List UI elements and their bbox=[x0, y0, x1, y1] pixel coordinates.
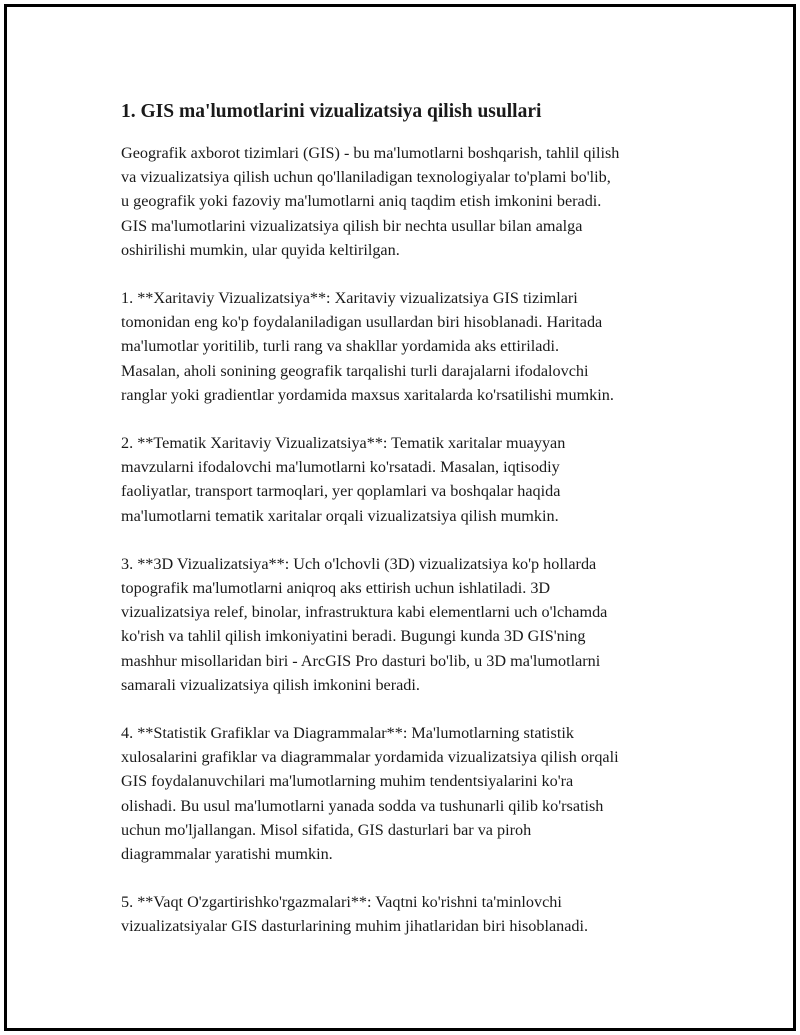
document-content bbox=[121, 99, 711, 963]
paragraph-3d-visualization: 3. **3D Vizualizatsiya**: Uch o'lchovli (3D) vizualizatsiya ko'p hollarda topografik ma'lumotlarni aniqroq aks ettirish uchun ishlatiladi. 3D vizualizatsiya relef, binolar, infrastruktura kabi elementlarni uch o'lchamda ko'rish va tahlil qilish imkoniyatini beradi. Bugungi kunda 3D GIS'ning mashhur misollaridan biri - ArcGIS Pro dasturi bo'lib, u 3D ma'lumotlarni samarali vizualizatsiya qilish imkonini beradi. bbox=[121, 554, 608, 694]
paragraph-statistical-charts: 4. **Statistik Grafiklar va Diagrammalar**: Ma'lumotlarning statistik xulosalarini grafiklar va diagrammalar yordamida vizualizatsiya qilish orqali GIS foydalanuvchilari ma'lumotlarning muhim tendentsiyalarini ko'ra olishadi. Bu usul ma'lumotlarni yanada sodda va tushunarli qilib ko'rsatish uchun mo'ljallangan. Misol sifatida, GIS dasturlari bar va piroh diagrammalar yaratishi mumkin. bbox=[121, 724, 619, 864]
paragraph-map-visualization: 1. **Xaritaviy Vizualizatsiya**: Xaritaviy vizualizatsiya GIS tizimlari tomonidan eng ko'p foydalaniladigan usullardan biri hisoblanadi. Haritada ma'lumotlar yoritilib, turli rang va shakllar yordamida aks ettiriladi. Masalan, aholi sonining geografik tarqalishi turli darajalarni ifodalovchi ranglar yoki gradientlar yordamida maxsus xaritalarda ko'rsatilishi mumkin. bbox=[121, 289, 614, 404]
paragraph-time-visualization: 5. **Vaqt O'zgartirishko'rgazmalari**: Vaqtni ko'rishni ta'minlovchi vizualizatsiyalar GIS dasturlarining muhim jihatlaridan biri hisoblanadi. bbox=[121, 893, 589, 936]
paragraph-thematic-map: 2. **Tematik Xaritaviy Vizualizatsiya**: Tematik xaritalar muayyan mavzularni ifodalovchi ma'lumotlarni ko'rsatadi. Masalan, iqtisodiy faoliyatlar, transport tarmoqlari, yer qoplamlari va boshqalar haqida ma'lumotlarni tematik xaritalar orqali vizualizatsiya qilish mumkin. bbox=[121, 434, 566, 525]
document-title: 1. GIS ma'lumotlarini vizualizatsiya qilish usullari bbox=[121, 101, 542, 122]
page-frame bbox=[4, 4, 796, 1031]
intro-paragraph: Geografik axborot tizimlari (GIS) - bu ma'lumotlarni boshqarish, tahlil qilish va vizualizatsiya qilish uchun qo'llaniladigan texnologiyalar to'plami bo'lib, u geografik yoki fazoviy ma'lumotlarni aniq taqdim etish imkonini beradi. GIS ma'lumotlarini vizualizatsiya qilish bir nechta usullar bilan amalga oshirilishi mumkin, ular quyida keltirilgan. bbox=[121, 144, 620, 259]
